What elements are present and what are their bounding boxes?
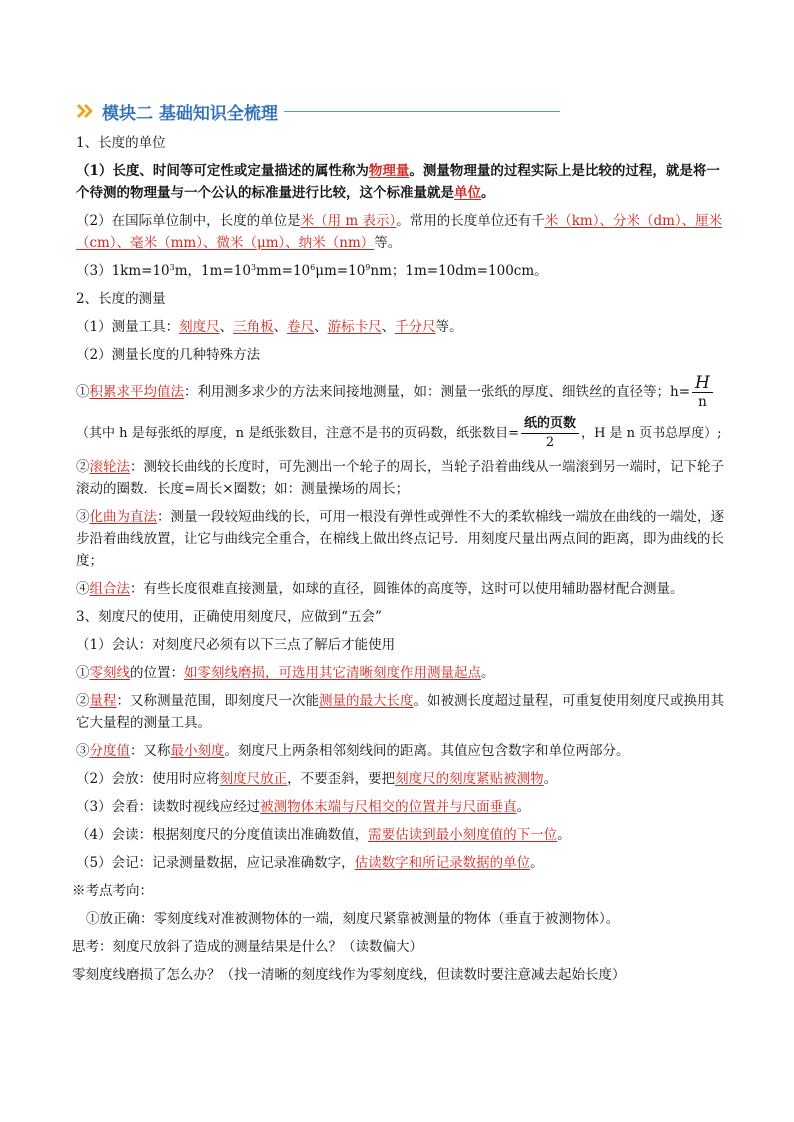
keyword-meter: 米（用 m 表示） [300, 213, 397, 229]
text: （1）长度、时间等可定性或定量描述的属性称为 [76, 163, 369, 179]
text: 。 [543, 771, 558, 787]
exponent: 3 [169, 263, 175, 272]
text: ，不要歪斜，要把 [287, 771, 396, 787]
keyword-unit: 单位 [454, 185, 481, 201]
exponent: 6 [310, 263, 316, 272]
text: （5）会记：记录测量数据，应记录准确数字， [76, 855, 355, 871]
text: （3）会看：读数时视线应经过 [76, 799, 261, 815]
text: 。 [557, 827, 571, 843]
text: ③ [76, 743, 90, 759]
keyword-zero-worn: 如零刻线磨损，可选用其它清晰刻度作用测量起点 [184, 665, 481, 681]
text: mm=10 [256, 263, 311, 279]
s3-title: 3、刻度尺的使用，正确使用刻度尺，应做到“五会” [76, 609, 382, 625]
s1-paragraph-3 [76, 260, 726, 282]
exponent: 9 [365, 263, 371, 272]
text: （1）测量工具： [76, 319, 180, 335]
exam-points-title: ※考点考向： [72, 883, 153, 899]
keyword-max-length: 测量的最大长度 [319, 693, 414, 709]
keyword-min-scale: 最小刻度 [170, 743, 225, 759]
heading-divider [284, 111, 560, 112]
text: （4）会读：根据刻度尺的分度值读出准确数值， [76, 827, 369, 843]
keyword-curve-to-straight: 化曲为直法 [89, 509, 157, 525]
s3-rule-1 [76, 662, 726, 684]
text: 。如被测长度超过量程，可重复使用刻度尺或换用其它大量程的测量工具。 [76, 693, 724, 731]
s3-place [76, 768, 726, 790]
text: 。 [481, 185, 495, 201]
text: 。测量物理量的过程实际上是比较的过程，就是将一个待测的物理量与一个公认的标准量进行比较，这个标准量就是 [76, 163, 720, 201]
keyword-range: 量程 [89, 693, 117, 709]
text: 、 [314, 319, 328, 335]
text: 。 [530, 855, 544, 871]
keyword-combination: 组合法 [89, 581, 130, 597]
s2-method-4 [76, 578, 726, 600]
fraction-numerator: H [692, 374, 713, 393]
text: （其中 h 是每张纸的厚度，n 是纸张数目，注意不是书的页码数，纸张数目= [76, 426, 520, 441]
keyword-ruler-straight: 刻度尺放正 [219, 771, 288, 787]
keyword-estimate: 需要估读到最小刻度值的下一位 [368, 827, 558, 843]
text: （2）会放：使用时应将 [76, 771, 220, 787]
s2-title: 2、长度的测量 [76, 291, 166, 307]
s2-method-1-note [76, 414, 726, 454]
keyword-micrometer: 千分尺 [395, 319, 436, 335]
text: ：测较长曲线的长度时，可先测出一个轮子的周长，当轮子沿着曲线从一端滚到另一端时，记下轮子滚动的圈数．长度=周长×圈数；如：测量操场的周长； [76, 459, 724, 497]
text: ② [76, 693, 90, 709]
keyword-triangle: 三角板 [233, 319, 274, 335]
keyword-vernier: 游标卡尺 [327, 319, 382, 335]
s2-method-1 [76, 372, 726, 412]
fraction-numerator: 纸的页数 [521, 415, 579, 434]
fraction-h-over-n [692, 374, 713, 411]
text: 、 [219, 319, 234, 335]
text: （3）1km=10 [76, 263, 170, 279]
document-body [72, 98, 726, 992]
text: 等。 [435, 319, 463, 335]
text: nm；1m=10dm=100cm。 [370, 263, 548, 279]
text: 。常用的长度单位还有千 [396, 213, 545, 229]
s3-h1: （1）会认：对刻度尺必须有以下三点了解后才能使用 [76, 637, 396, 653]
keyword-tape: 卷尺 [287, 319, 315, 335]
text: ：利用测多求少的方法来间接地测量，如：测量一张纸的厚度、细铁丝的直径等；h= [184, 384, 691, 400]
text: ，H 是 n 页书总厚度）; [581, 426, 722, 441]
text: ② [76, 459, 90, 475]
s1-paragraph-2 [76, 210, 726, 254]
text: ① [76, 665, 90, 681]
s3-rule-3 [76, 740, 726, 762]
text: ：又称测量范围，即刻度尺一次能 [116, 693, 319, 709]
keyword-sight-line: 被测物体末端与尺相交的位置并与尺面垂直 [260, 799, 517, 815]
text: 。刻度尺上两条相邻刻线间的距离。其值应包含数字和单位两部分。 [224, 743, 630, 759]
s3-look [76, 796, 726, 818]
keyword-zero-line: 零刻线 [89, 665, 130, 681]
text: （2）在国际单位制中，长度的单位是 [76, 213, 301, 229]
fraction-denominator: n [698, 394, 707, 410]
keyword-ruler: 刻度尺 [179, 319, 220, 335]
text: ④ [76, 581, 90, 597]
s1-paragraph-1 [76, 160, 726, 204]
text: 的位置： [130, 665, 184, 681]
text: 。 [516, 799, 531, 815]
text: ：又称 [130, 743, 171, 759]
think-question-2: 零刻度线磨损了怎么办？（找一清晰的刻度线作为零刻度线，但读数时要注意减去起始长度） [72, 967, 626, 983]
s3-record [76, 852, 726, 874]
double-chevron-right-icon [76, 102, 98, 120]
section-heading-title: 模块二 基础知识全梳理 [102, 103, 278, 124]
keyword-roller: 滚轮法 [89, 459, 130, 475]
text: 、 [381, 319, 396, 335]
exam-point-1: ①放正确：零刻度线对准被测物体的一端，刻度尺紧靠被测量的物体（垂直于被测物体）。 [86, 911, 620, 927]
text: μm=10 [315, 263, 366, 279]
text: ① [76, 384, 90, 400]
text: ③ [76, 509, 90, 525]
s3-rule-2 [76, 690, 726, 734]
fraction-pages-over-2 [521, 415, 579, 452]
text: ：有些长度很难直接测量，如球的直径，圆锥体的高度等，这时可以使用辅助器材配合测量。 [130, 581, 684, 597]
keyword-physical-quantity: 物理量 [368, 163, 410, 179]
keyword-common-units: 米（km）、分米（dm）、厘米（cm）、毫米（mm）、微米（μm）、纳米（nm） [76, 213, 723, 251]
s3-read [76, 824, 726, 846]
keyword-accumulate-average: 积累求平均值法 [89, 384, 184, 400]
exponent: 3 [250, 263, 257, 272]
fraction-denominator: 2 [545, 435, 555, 450]
keyword-record-unit: 估读数字和所记录数据的单位 [354, 855, 531, 871]
text: m，1m=10 [174, 263, 251, 279]
s2-methods-title: （2）测量长度的几种特殊方法 [76, 347, 261, 363]
section-heading [76, 98, 726, 124]
text: 、 [273, 319, 288, 335]
text: 等。 [374, 235, 402, 251]
text: ：测量一段较短曲线的长，可用一根没有弹性或弹性不大的柔软棉线一端放在曲线的一端处，逐步沿着曲线放置，让它与曲线完全重合，在棉线上做出终点记号．用刻度尺量出两点间的距离，即为曲线的长度； [76, 509, 724, 569]
keyword-division: 分度值 [89, 743, 130, 759]
s2-tools [76, 316, 726, 338]
keyword-ruler-close: 刻度尺的刻度紧贴被测物 [395, 771, 544, 787]
s2-method-2 [76, 456, 726, 500]
think-question-1: 思考：刻度尺放斜了造成的测量结果是什么？（读数偏大） [72, 939, 423, 955]
s1-title: 1、长度的单位 [76, 135, 166, 151]
s2-method-3 [76, 506, 726, 572]
text: 。 [481, 665, 495, 681]
